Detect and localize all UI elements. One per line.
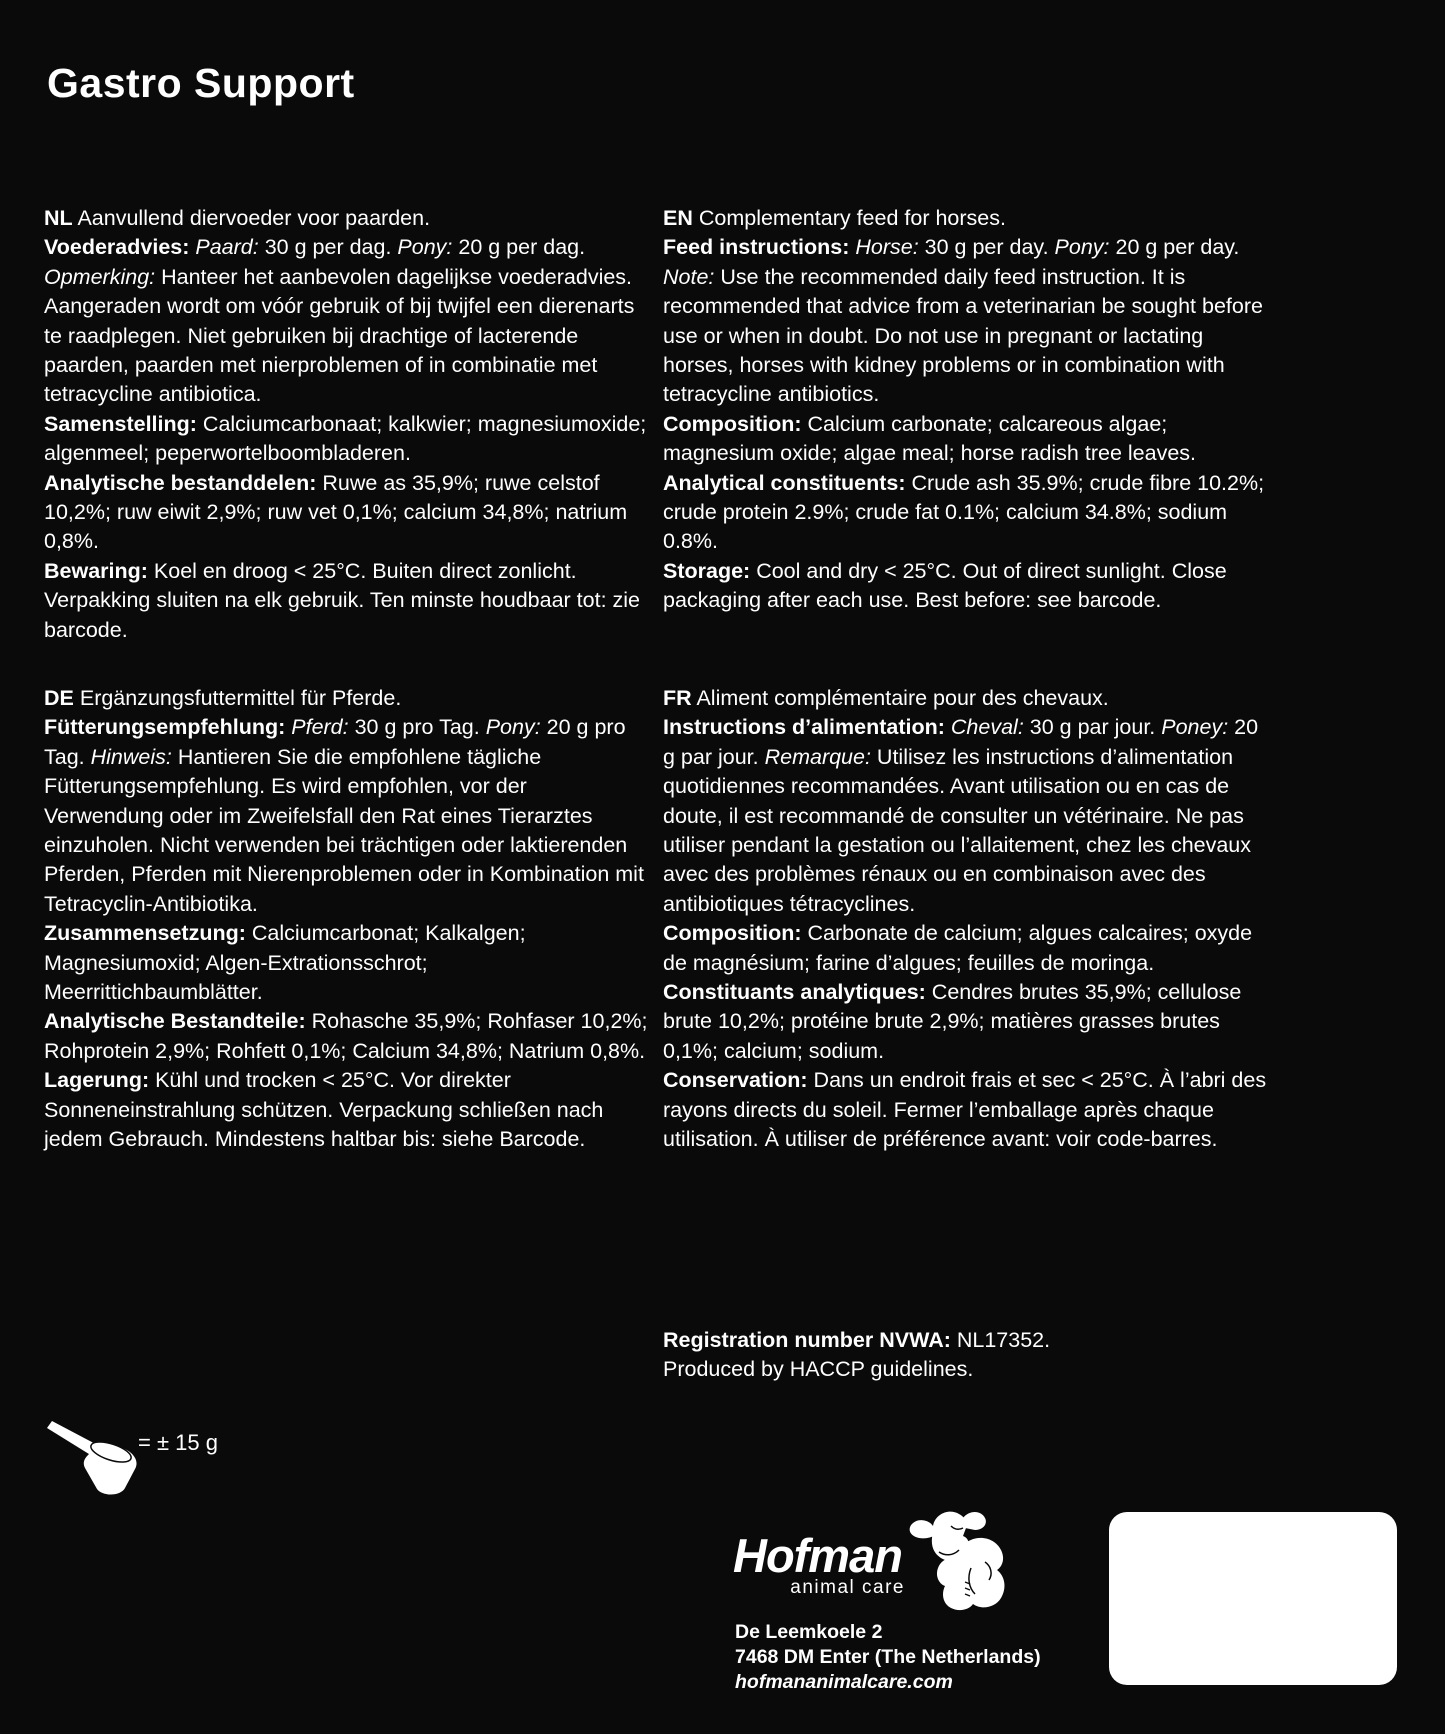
paragraph: Analytical constituents: Crude ash 35.9%; crude fibre 10.2%; crude protein 2.9%; crude fat 0.1%; calcium 34.8%; sodium 0.8%.: [663, 470, 1265, 554]
paragraph: Storage: Cool and dry < 25°C. Out of direct sunlight. Close packaging after each use. Best before: see barcode.: [663, 558, 1227, 613]
lang-block-en: [663, 204, 1270, 616]
paragraph: NL Aanvullend diervoeder voor paarden.: [44, 206, 431, 230]
website-url: hofmananimalcare.com: [735, 1671, 953, 1693]
lang-block-nl: [44, 204, 651, 645]
paragraph: Analytische Bestandteile: Rohasche 35,9%; Rohfaser 10,2%; Rohprotein 2,9%; Rohfett 0,1%; Calcium 34,8%; Natrium 0,8%.: [44, 1009, 648, 1063]
paragraph: Feed instructions: Horse: 30 g per day. Pony: 20 g per day. Note: Use the recommended daily feed instruction. It is recommended that advice from a veterinarian be sought before use or when in doubt. Do not use in pregnant or lactating horses, horses with kidney problems or in combination with tetracycline antibiotics.: [663, 235, 1263, 407]
paragraph: Conservation: Dans un endroit frais et sec < 25°C. À l’abri des rayons directs du soleil. Fermer l’emballage après chaque utilisation. À utiliser de préférence avant: voir code-barres.: [663, 1068, 1267, 1152]
lang-block-fr: [663, 684, 1270, 1155]
paragraph: Lagerung: Kühl und trocken < 25°C. Vor direkter Sonneneinstrahlung schützen. Verpackung schließen nach jedem Gebrauch. Mindestens haltbar bis: siehe Barcode.: [44, 1068, 604, 1152]
registration-block: [663, 1326, 1270, 1385]
address-line: De Leemkoele 2: [735, 1621, 883, 1643]
paragraph: Instructions d’alimentation: Cheval: 30 g par jour. Poney: 20 g par jour. Remarque: Utilisez les instructions d’alimentation quotidiennes recommandées. Avant utilisation ou en cas de doute, il est recommandé de consulter un vétérinaire. Ne pas utiliser pendant la gestation ou l’allaitement, chez les chevaux avec des problèmes rénaux ou en combinaison avec des antibiotiques tétracyclines.: [663, 715, 1259, 916]
paragraph: Zusammensetzung: Calciumcarbonat; Kalkalgen; Magnesiumoxid; Algen-Extrationsschrot; Meerrittichbaumblätter.: [44, 921, 526, 1005]
paragraph: Composition: Carbonate de calcium; algues calcaires; oxyde de magnésium; farine d’algues; feuilles de moringa.: [663, 921, 1253, 975]
paragraph: Composition: Calcium carbonate; calcareous algae; magnesium oxide; algae meal; horse radish tree leaves.: [663, 411, 1197, 466]
address-block: [735, 1620, 1041, 1695]
paragraph: FR Aliment complémentaire pour des chevaux.: [663, 686, 1109, 710]
paragraph: Fütterungsempfehlung: Pferd: 30 g pro Tag. Pony: 20 g pro Tag. Hinweis: Hantieren Sie die empfohlene tägliche Fütterungsempfehlung. Es wird empfohlen, vor der Verwendung oder im Zweifelsfall den Rat eines Tierarztes einzuholen. Nicht verwenden bei trächtigen oder laktierenden Pferden, Pferden mit Nierenproblemen oder in Kombination mit Tetracyclin-Antibiotika.: [44, 715, 644, 916]
calf-icon: [905, 1508, 1015, 1620]
address-line: 7468 DM Enter (The Netherlands): [735, 1646, 1041, 1668]
paragraph: Produced by HACCP guidelines.: [663, 1357, 974, 1382]
page-title: Gastro Support: [47, 60, 355, 106]
scoop-icon: [45, 1418, 145, 1496]
paragraph: Registration number NVWA: NL17352.: [663, 1328, 1051, 1352]
scoop-weight-label: = ± 15 g: [138, 1430, 218, 1455]
paragraph: EN Complementary feed for horses.: [663, 206, 1006, 230]
paragraph: Voederadvies: Paard: 30 g per dag. Pony: 20 g per dag. Opmerking: Hanteer het aanbevolen dagelijkse voederadvies. Aangeraden wordt om vóór gebruik of bij twijfel een dierenarts te raadplegen. Niet gebruiken bij drachtige of lacterende paarden, paarden met nierproblemen of in combinatie met tetracycline antibiotica.: [44, 235, 635, 407]
brand-logo-text: Hofman: [733, 1529, 902, 1582]
paragraph: Samenstelling: Calciumcarbonaat; kalkwier; magnesiumoxide; algenmeel; peperwortelboombladeren.: [44, 411, 647, 466]
paragraph: Bewaring: Koel en droog < 25°C. Buiten direct zonlicht. Verpakking sluiten na elk gebruik. Ten minste houdbaar tot: zie barcode.: [44, 558, 640, 642]
lang-block-de: [44, 684, 651, 1155]
paragraph: Constituants analytiques: Cendres brutes 35,9%; cellulose brute 10,2%; protéine brute 2,9%; matières grasses brutes 0,1%; calcium; sodium.: [663, 980, 1242, 1063]
paragraph: Analytische bestanddelen: Ruwe as 35,9%; ruwe celstof 10,2%; ruw eiwit 2,9%; ruw vet 0,1%; calcium 34,8%; natrium 0,8%.: [44, 470, 628, 554]
brand-tagline: animal care: [790, 1577, 905, 1598]
barcode-placeholder: [1109, 1512, 1397, 1685]
paragraph: DE Ergänzungsfuttermittel für Pferde.: [44, 686, 402, 710]
